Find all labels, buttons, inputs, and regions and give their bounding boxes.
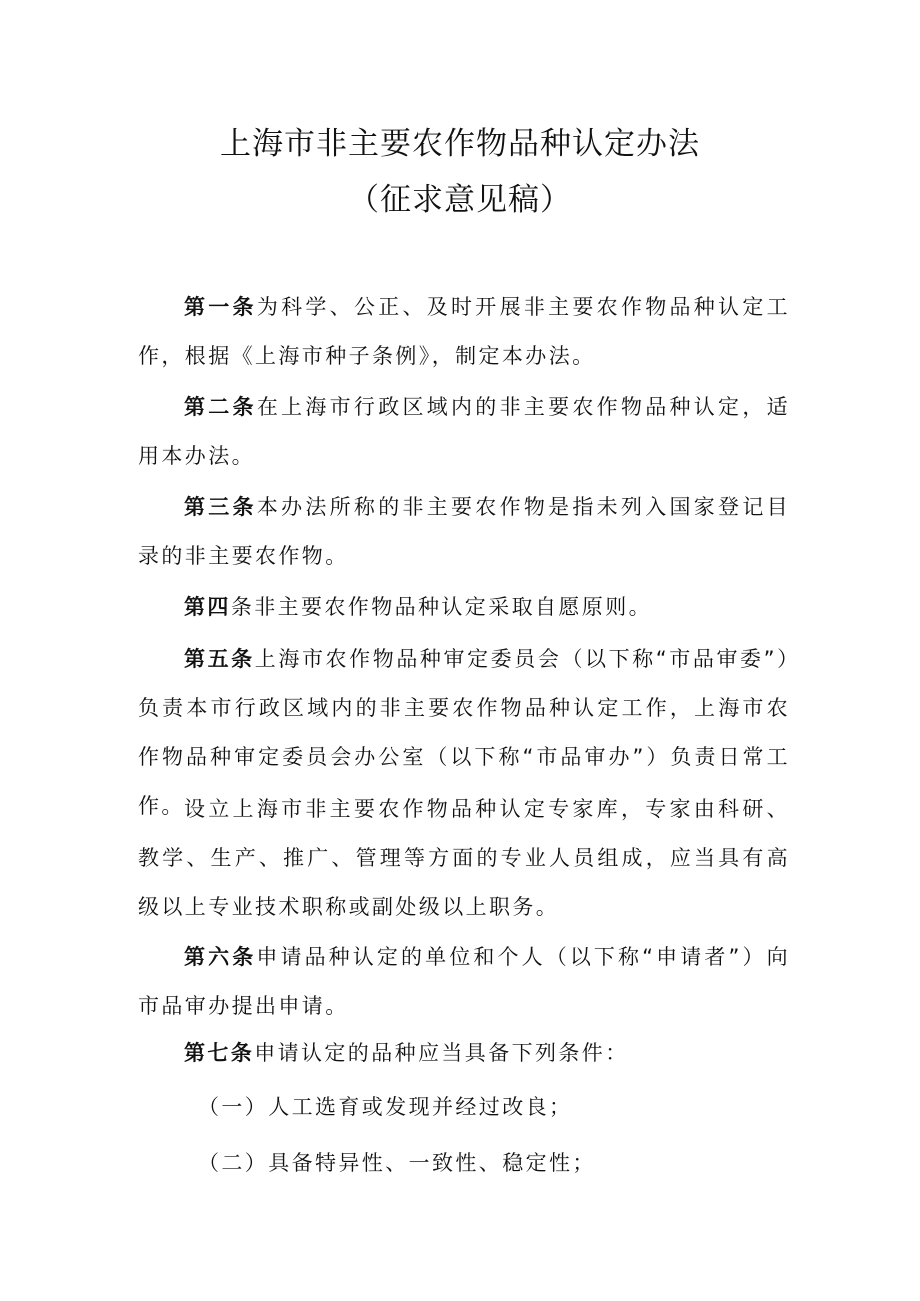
article-label: 第一条 [184,295,257,319]
article-1 [138,283,790,381]
document-title: 上海市非主要农作物品种认定办法 [220,126,700,162]
article-text: 上海市农作物品种审定委员会（以下称“市品审委”）负责本市行政区域内的非主要农作物品种认定工作，上海市农作物品种审定委员会办公室（以下称“市品审办”）负责日常工作。 [138,647,791,818]
list-item: （一）人工选育或发现并经过改良； [198,1095,573,1119]
article-text: 为科学、公正、及时开展非主要农作物品种认定工作，根据《上海市种子条例》，制定本办法。 [138,295,790,368]
document-subtitle: （征求意见稿） [348,182,572,218]
article-text: 本办法所称的非主要农作物是指未列入国家登记目录的非主要农作物。 [138,495,790,568]
article-label: 第五条 [184,647,255,671]
article-text: 申请认定的品种应当具备下列条件： [254,1041,629,1065]
article-label: 第六条 [184,945,257,969]
article-7 [138,1029,790,1078]
article-6 [138,933,790,1031]
list-item: （二）具备特异性、一致性、稳定性； [198,1151,596,1175]
article-3 [138,483,790,581]
article-text: 在上海市行政区域内的非主要农作物品种认定，适用本办法。 [138,395,790,468]
article-label: 第三条 [184,495,257,519]
article-5-paragraph-2: 设立上海市非主要农作物品种认定专家库，专家由科研、教学、生产、推广、管理等方面的专业人员组成，应当具有高级以上专业技术职称或副处级以上职务。 [138,797,790,919]
article-label: 第二条 [184,395,257,419]
article-4 [138,583,790,632]
article-2 [138,383,790,481]
article-label: 第七条 [184,1041,255,1065]
article-text: 申请品种认定的单位和个人（以下称“申请者”）向市品审办提出申请。 [138,945,790,1018]
article-label: 第四 [184,595,231,619]
article-text: 条非主要农作物品种认定采取自愿原则。 [230,595,653,619]
